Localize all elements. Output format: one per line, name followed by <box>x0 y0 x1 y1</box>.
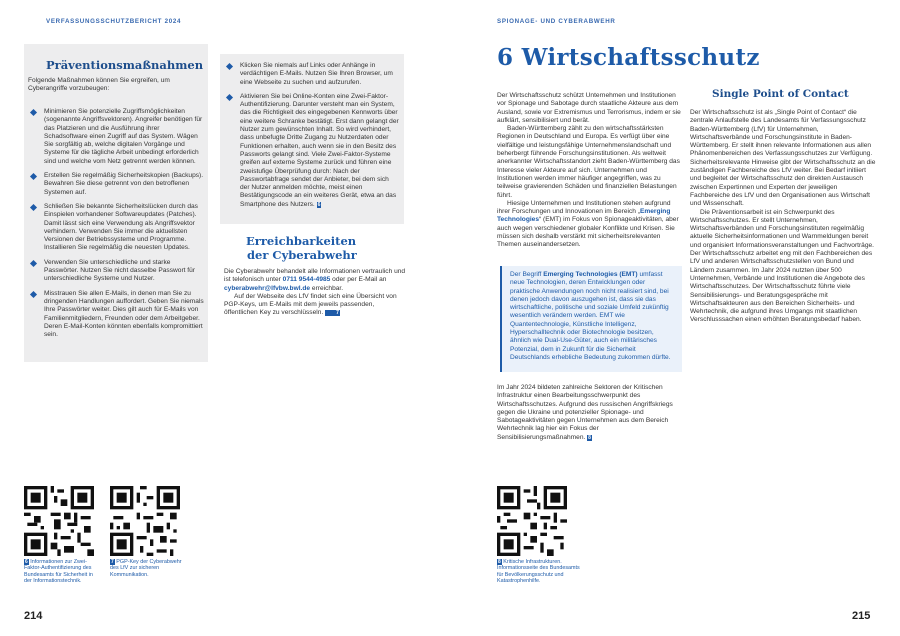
footnote-marker[interactable]: 6 <box>317 201 321 208</box>
qr-caption-pgp: 7 PGP-Key der Cyberabwehr des LfV zur sicheren Kommunikation. <box>110 559 182 578</box>
footnote-marker: 6 <box>25 559 28 565</box>
diamond-bullet-icon <box>226 94 233 101</box>
contact-heading: Erreichbarkeiten der Cyberabwehr <box>246 234 357 262</box>
prevention-box-right <box>220 54 404 224</box>
running-head-right: SPIONAGE- UND CYBERABWEHR <box>497 18 616 25</box>
list-item: Minimieren Sie potenzielle Zugriffsmöglichkeiten (sogenannte Angriffsvektoren). Angreifer benötigen für das Platzieren und die Ausführung ihrer Schadsoftware einen Zugriff auf das System. Wägen Sie sorgfältig ab, welche digitalen Vorgänge und Systeme für die tägliche Arbeit unbedingt erforderlich sind und welche vom Netz getrennt werden können. <box>30 108 204 166</box>
diamond-bullet-icon <box>30 291 37 298</box>
list-item: Misstrauen Sie allen E-Mails, in denen man Sie zu dringenden Handlungen auffordert. Geben Sie niemals Ihre Passwörter weiter. Dies gilt auch für E-Mails von Familienmitgliedern, Freunden oder dem Arbeitgeber. Deren E-Mail-Konten könnten ebenfalls kompromittiert sein. <box>30 290 204 340</box>
contact-text: Die Cyberabwehr behandelt alle Informationen vertraulich und ist telefonisch unter 0711 9544-4985 oder per E-Mail an cyberabwehr@lfvbw.bwl.de erreichbar. Auf der Webseite des LfV findet sich eine Übersicht von PGP-Keys, um E-Mails mit dem jeweils passenden, öffentlichen Key zu verschlüsseln. 7 <box>224 268 406 317</box>
page-number-left: 214 <box>24 610 43 622</box>
spoc-heading: Single Point of Contact <box>712 88 849 100</box>
list-item: Aktivieren Sie bei Online-Konten eine Zwei-Faktor-Authentifizierung. Darunter versteht man ein System, das die Richtigkeit des eingegebenen Kennworts über eine weitere Schranke bestätigt. Erst dann gelangt der Nutzer zum gewünschten Inhalt. So wird verhindert, dass unbefugte Dritte Zugang zu Nutzerdaten oder Funktionen erhalten, auch wenn sie in den Besitz des Passworts gelangt sind. Viele Zwei-Faktor-Systeme greifen auf externe Systeme zurück und führen eine zweistufige Überprüfung durch: Nach der Passwortabfrage sendet der Anbieter, bei dem sich der Nutzer anmelden möchte, meist einen Bestätigungscode an ein weiteres Gerät, etwa an das Smartphone des Nutzers. 6 <box>226 93 400 209</box>
prevention-heading: Präventionsmaßnahmen <box>46 58 204 72</box>
footnote-marker: 8 <box>498 559 501 565</box>
footnote-marker[interactable]: 7 <box>325 310 340 316</box>
qr-code-kritis[interactable] <box>497 486 567 556</box>
spoc-text: Der Wirtschaftsschutz ist als „Single Point of Contact“ die zentrale Anlaufstelle des Landesamts für Verfassungsschutz Baden-Württemberg (LfV) für Unternehmen, Wirtschaftsverbände und Forschungsinstitute in Baden-Württemberg. Er stellt ihnen relevante Informationen aus allen Phänomenbereichen des Verfassungsschutzes zur Verfügung. Sicherheitsrelevante Hinweise gibt der Wirtschaftsschutz an die zuständigen Fachbereiche des LfV weiter. Bei Bedarf initiiert und begleitet der Wirtschaftsschutz den direkten Austausch zwischen Expertinnen und Experten der jeweiligen Fachbereiche des LfV und den Organisationen aus Wirtschaft und Wissenschaft. Die Präventionsarbeit ist ein Schwerpunkt des Wirtschaftsschutzes. Er stellt Unternehmen, Wirtschaftsverbänden und Forschungsinstituten regelmäßig aktuelle Sicherheitsinformationen und Warnmeldungen bereit und organisiert Informationsveranstaltungen und Fachvorträge. Der Wirtschaftsschutz arbeitet eng mit den Fachbereichen des LfV und anderen Wirtschaftsschutzstellen von Bund und Ländern zusammen. Im Jahr 2024 nutzten über 500 Unternehmen, Verbände und Institutionen die Angebote des Wirtschaftsschutzes. Der Wirtschaftsschutz führte viele Sensibilisierungs- und Beratungsgespräche mit Wirtschaftsakteuren aus den Bereichen Sicherheits- und Wehrtechnik, die aufgrund ihres Umgangs mit staatlichen Verschlusssachen einen erhöhten Beratungsbedarf haben. <box>690 109 876 324</box>
list-item: Verwenden Sie unterschiedliche und starke Passwörter. Nutzen Sie nicht dasselbe Passwort für unterschiedliche Systeme und Nutzer. <box>30 259 204 284</box>
qr-code-pgp[interactable] <box>110 486 180 556</box>
page-number-right: 215 <box>852 610 871 622</box>
prevention-box-left <box>24 44 208 362</box>
running-head-left: VERFASSUNGSSCHUTZBERICHT 2024 <box>46 18 182 25</box>
emt-link[interactable]: Emerging Technologies <box>497 208 671 224</box>
email-link[interactable]: cyberabwehr@lfvbw.bwl.de <box>224 284 311 292</box>
list-item: Klicken Sie niemals auf Links oder Anhänge in verdächtigen E-Mails. Nutzen Sie Ihren Browser, um eine Webseite zu suchen und aufzurufen. <box>226 62 400 87</box>
prevention-intro: Folgende Maßnahmen können Sie ergreifen, um Cyberangriffe vorzubeugen: <box>28 77 170 93</box>
footnote-marker: 7 <box>111 559 114 565</box>
diamond-bullet-icon <box>30 260 37 267</box>
prevention-list-left <box>30 108 204 345</box>
wirtschaftsschutz-intro: Der Wirtschaftsschutz schützt Unternehmen und Institutionen vor Spionage und Sabotage durch staatliche Akteure aus dem Ausland, sowie vor Extremismus und Terrorismus, indem er sie aufklärt, sensibilisiert und berät. Baden-Württemberg zählt zu den wirtschaftsstärksten Regionen in Deutschland und Europa. Es verfügt über eine vielfältige und leistungsfähige Unternehmenslandschaft und beherbergt führende Forschungsinstitutionen. Als weltweit anerkannter Wirtschaftsstandort zieht Baden-Württemberg das Interesse vieler Akteure auf sich. Unternehmen und Institutionen werden immer häufiger angegriffen, was zu teilweise gravierenden Schäden und finanziellen Belastungen führt. Hiesige Unternehmen und Institutionen stehen aufgrund ihrer Forschungen und Innovationen im Bereich „Emerging Technologies“ (EMT) im Fokus von Spionageaktivitäten, aber auch wegen verschiedener globaler Konflikte und Krisen. Sie müssen sich deshalb verstärkt mit sicherheitsrelevanten Themen auseinandersetzen. <box>497 92 681 249</box>
chapter-title: 6 Wirtschaftsschutz <box>497 44 760 71</box>
list-item: Schließen Sie bekannte Sicherheitslücken durch das Einspielen vorhandener Softwareupdates (Patches). Damit lässt sich eine Verwendung als Angriffsvektor verhindern. Verwenden Sie immer die aktuellsten Versionen der Betriebssysteme und Programme. Installieren Sie regelmäßig die neuesten Updates. <box>30 203 204 253</box>
emt-definition-callout: Der Begriff Emerging Technologies (EMT) umfasst neue Technologien, deren Entwicklungen oder praktische Anwendungen noch nicht realisiert sind, bei denen jedoch davon auszugehen ist, dass sie das wirtschaftliche, politische und soziale Umfeld zukünftig wesentlich verändern werden. EMT wie Quantentechnologie, Künstliche Intelligenz, Hyperschalltechnik oder Biotechnologie besitzen, ähnlich wie Dual-Use-Güter, auch ein militärisches Potenzial, dem in Zukunft für die Sicherheit Deutschlands erhebliche Bedeutung zukommen dürfte. <box>500 266 682 372</box>
phone-link[interactable]: 0711 9544-4985 <box>282 276 331 284</box>
kritis-paragraph: Im Jahr 2024 bildeten zahlreiche Sektoren der Kritischen Infrastruktur einen Bearbeitungsschwerpunkt des Wirtschaftsschutzes. Aufgrund des russischen Angriffskriegs gegen die Ukraine und potenzieller Spionage- und Sabotageaktivitäten gegen Unternehmen aus dem Bereich Wehrtechnik lag hier ein Fokus der Sensibilisierungsmaßnahmen. 8 <box>497 384 673 441</box>
qr-code-2fa[interactable] <box>24 486 94 556</box>
diamond-bullet-icon <box>30 109 37 116</box>
footnote-marker[interactable]: 8 <box>588 434 591 441</box>
diamond-bullet-icon <box>30 173 37 180</box>
diamond-bullet-icon <box>226 63 233 70</box>
prevention-list-right <box>226 62 400 215</box>
qr-caption-2fa: 6 Informationen zur Zwei-Faktor-Authentifizierung des Bundesamts für Sicherheit in der Informationstechnik. <box>24 559 93 585</box>
list-item: Erstellen Sie regelmäßig Sicherheitskopien (Backups). Bewahren Sie diese getrennt von den betroffenen Systemen auf. <box>30 172 204 197</box>
qr-caption-kritis: 8 Kritische Infrastrukturen. Informationsseite des Bundesamts für Bevölkerungsschutz und Katastrophenhilfe. <box>497 559 580 585</box>
diamond-bullet-icon <box>30 204 37 211</box>
